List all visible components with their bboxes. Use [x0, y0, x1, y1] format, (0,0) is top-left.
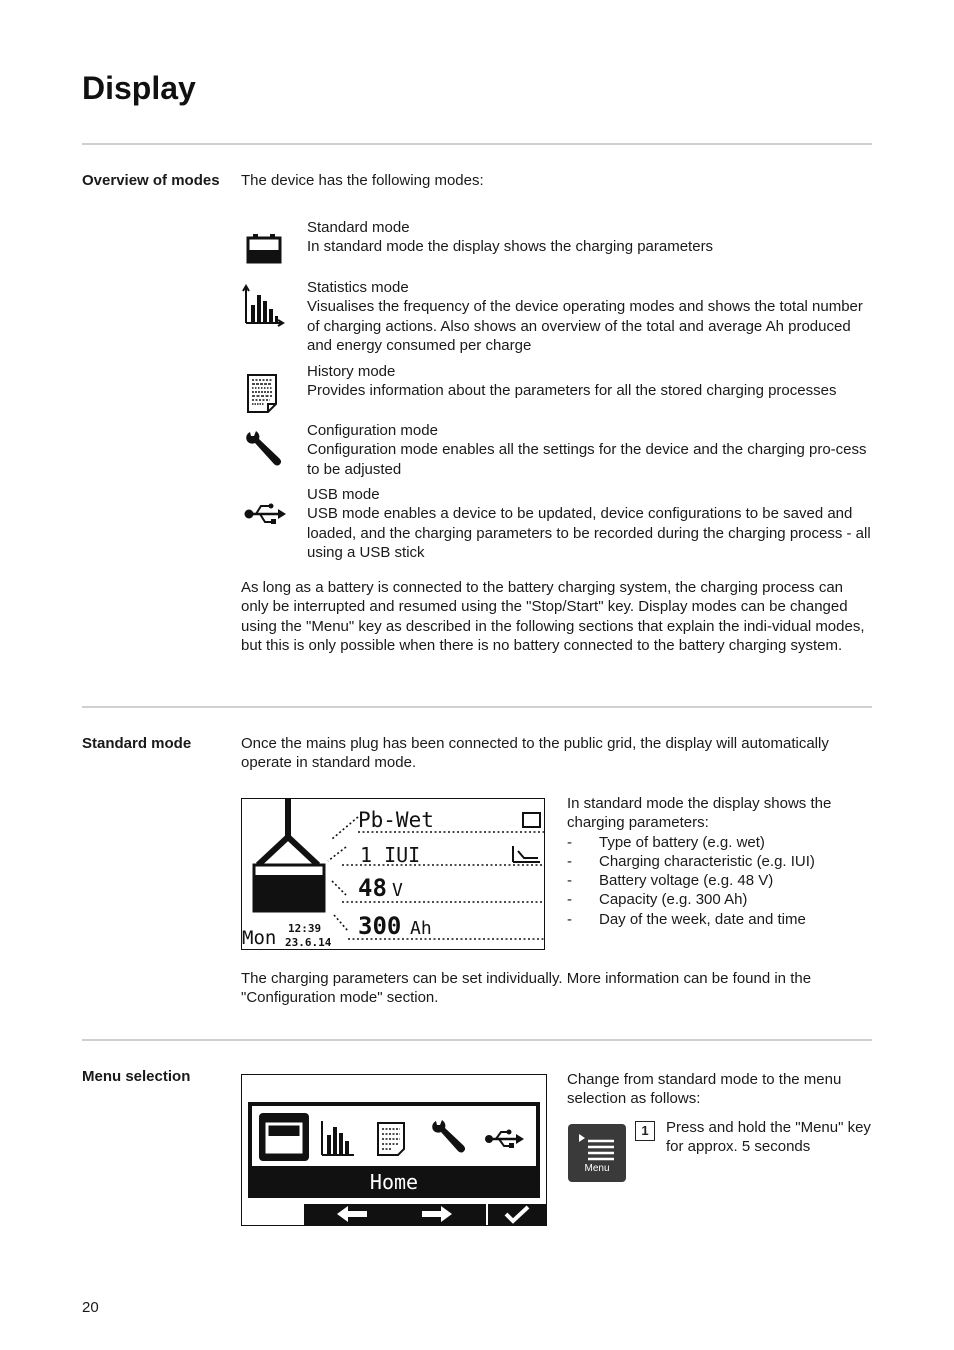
mode-name: Configuration mode: [307, 422, 438, 439]
voltage-value: 48: [358, 874, 387, 902]
standard-side-label: Standard mode: [82, 735, 192, 752]
menu-bar-chart-icon[interactable]: [322, 1121, 354, 1155]
menu-key-label: Menu: [584, 1163, 610, 1174]
list-item: - Battery voltage (e.g. 48 V): [567, 871, 872, 890]
characteristic-curve-icon: [513, 846, 540, 862]
menu-lines-icon: [588, 1141, 614, 1159]
menu-document-icon[interactable]: [378, 1123, 404, 1155]
weekday-value: Mon: [242, 927, 277, 949]
mode-standard: [307, 218, 872, 257]
mode-history: [307, 362, 872, 401]
mode-description: Configuration mode enables all the settings for the device and the charging pro-cess to be adjusted: [307, 441, 867, 478]
section-divider: [82, 1039, 872, 1041]
overview-paragraph: As long as a battery is connected to the battery charging system, the charging process can only be interrupted and resumed using the "Stop/Start" key. Display modes can be changed using the "Menu" key as described in the following sections that explain the indi-vidual modes, but this is only possible when there is no battery connected to the battery charging system.: [241, 579, 865, 654]
mode-usb: [307, 485, 872, 562]
voltage-unit: V: [392, 880, 403, 901]
menu-wrench-icon[interactable]: [432, 1120, 465, 1153]
page-title: Display: [82, 70, 196, 106]
list-item: - Day of the week, date and time: [567, 910, 872, 929]
page-number: 20: [82, 1299, 99, 1316]
menu-key-button[interactable]: [568, 1124, 626, 1182]
document-icon: [242, 372, 286, 416]
standard-intro: Once the mains plug has been connected to the public grid, the display will automatically operate in standard mode.: [241, 735, 829, 772]
time-value: 12:39: [288, 922, 322, 935]
mode-description: In standard mode the display shows the charging parameters: [307, 238, 714, 256]
mode-configuration: [307, 421, 872, 479]
overview-side-label: Overview of modes: [82, 172, 220, 189]
mode-description: Provides information about the parameters for all the stored charging processes: [307, 382, 837, 400]
standard-display: [241, 798, 545, 950]
bar-chart-icon: [242, 283, 286, 327]
battery-type-value: Pb-Wet: [358, 808, 434, 832]
section-divider: [82, 706, 872, 708]
menu-usb-icon[interactable]: [485, 1130, 524, 1149]
standard-parameter-list: [567, 794, 872, 929]
usb-icon: [242, 494, 286, 538]
mode-name: USB mode: [307, 486, 380, 503]
menu-intro: Change from standard mode to the menu selection as follows:: [567, 1071, 842, 1108]
battery-icon: [242, 228, 286, 272]
play-icon: [579, 1134, 585, 1142]
cable-graphic: [285, 799, 291, 839]
menu-display: [241, 1074, 547, 1226]
mode-name: History mode: [307, 363, 396, 380]
capacity-value: 300: [358, 912, 402, 940]
menu-side-label: Menu selection: [82, 1068, 191, 1085]
mode-description: Visualises the frequency of the device operating modes and shows the total number of charging actions. Also shows an overview of the total and average Ah produced and energy consumed per charge: [307, 298, 863, 354]
overview-intro: The device has the following modes:: [241, 172, 484, 189]
step-text: Press and hold the "Menu" key for approx. 5 seconds: [666, 1119, 871, 1156]
step-number: 1: [635, 1121, 655, 1141]
list-item: - Type of battery (e.g. wet): [567, 833, 872, 852]
menu-home-label: Home: [369, 1170, 419, 1194]
mode-statistics: [307, 278, 872, 355]
battery-small-icon: [523, 813, 540, 827]
list-intro: In standard mode the display shows the charging parameters:: [567, 795, 832, 832]
capacity-unit: Ah: [410, 918, 432, 939]
section-divider: [82, 143, 872, 145]
list-item: - Capacity (e.g. 300 Ah): [567, 890, 872, 909]
mode-name: Statistics mode: [307, 279, 409, 296]
wrench-icon: [242, 428, 286, 472]
list-item: - Charging characteristic (e.g. IUI): [567, 852, 872, 871]
date-value: 23.6.14: [285, 936, 332, 949]
standard-outro: The charging parameters can be set individually. More information can be found in the "Configuration mode" section.: [241, 970, 812, 1007]
characteristic-value: 1 IUI: [360, 843, 421, 867]
mode-name: Standard mode: [307, 219, 410, 236]
mode-description: USB mode enables a device to be updated, device configurations to be saved and loaded, and the charging parameters to be recorded during the charging process - all using a USB stick: [307, 505, 871, 561]
